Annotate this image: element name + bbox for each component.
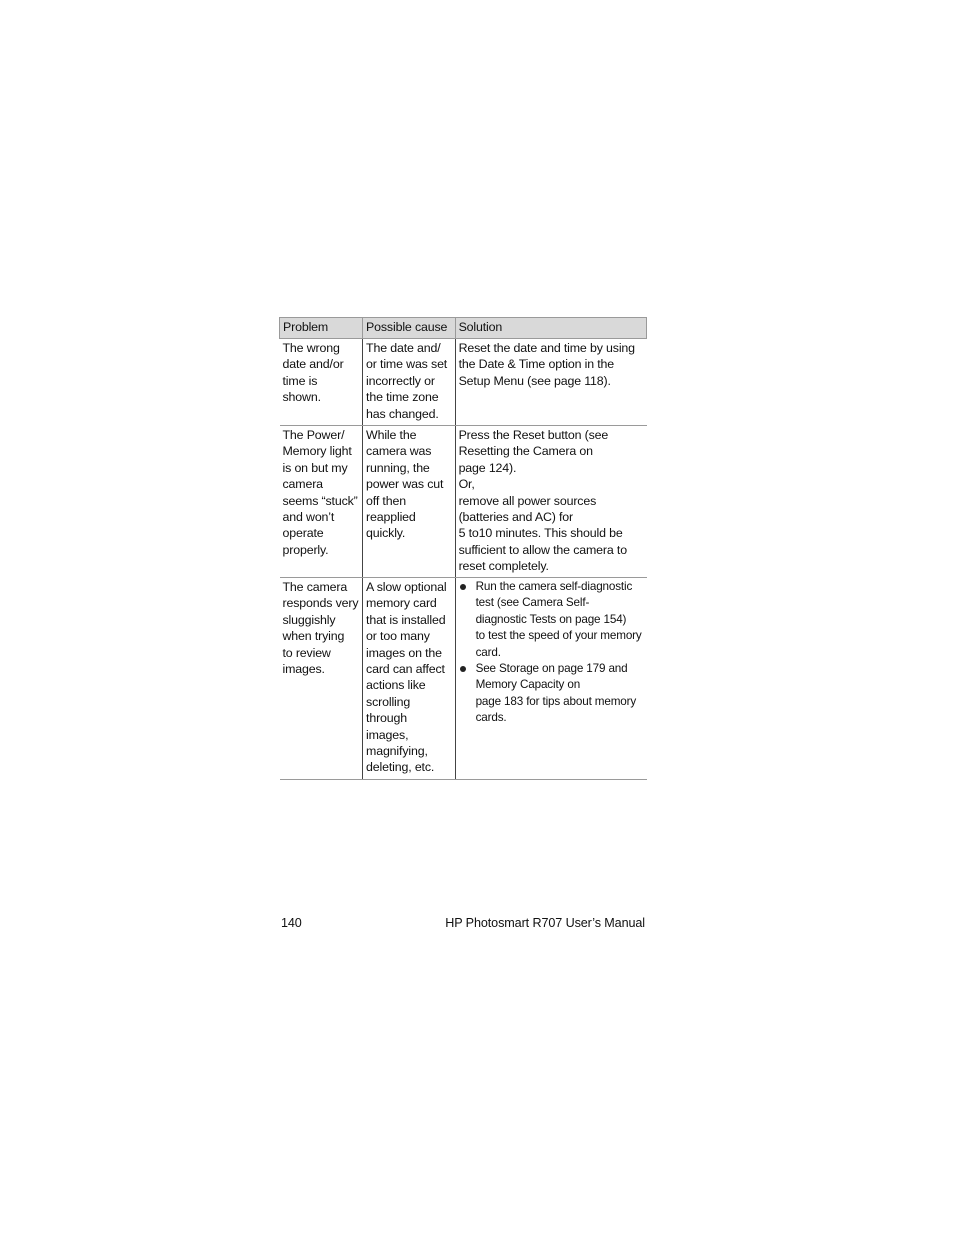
cross-reference: Setup Menu <box>458 373 524 388</box>
list-item: See Storage on page 179 and Memory Capacity on page 183 for tips about memory cards. <box>459 661 647 727</box>
solution-cell: Press the Reset button (see Resetting the Camera on page 124). Or, remove all power sources (batteries and AC) for 5 to10 minutes. This should be sufficient to allow the camera to reset completely. <box>455 426 646 578</box>
cross-reference: Resetting the Camera <box>458 444 577 459</box>
table-header-row <box>280 318 647 339</box>
header-solution: Solution <box>455 318 646 339</box>
cause-cell: While the camera was running, the power was cut off then reapplied quickly. <box>363 426 456 578</box>
bullet-dot-icon <box>460 666 466 672</box>
solution-bullet-list <box>459 579 647 727</box>
page-number: 140 <box>281 916 302 930</box>
cross-reference: Storage <box>499 662 539 676</box>
problem-cell: The Power/ Memory light is on but my camera seems “stuck” and won’t operate properly. <box>280 426 363 578</box>
cause-cell: The date and/ or time was set incorrectly or the time zone has changed. <box>363 339 456 426</box>
cross-reference: Memory Capacity <box>475 678 565 692</box>
header-problem: Problem <box>280 318 363 339</box>
cross-reference: Date & Time <box>478 357 546 372</box>
list-item: Run the camera self-diagnostic test (see Camera Self- diagnostic Tests on page 154) to test the speed of your memory card. <box>459 579 647 661</box>
problem-cell: The wrong date and/or time is shown. <box>280 339 363 426</box>
manual-title: HP Photosmart R707 User’s Manual <box>445 916 645 930</box>
table-row <box>280 578 647 780</box>
bullet-dot-icon <box>460 584 466 590</box>
problem-cell: The camera responds very sluggishly when trying to review images. <box>280 578 363 780</box>
cross-reference: Camera Self- <box>522 596 590 610</box>
table-row <box>280 339 647 426</box>
cause-cell: A slow optional memory card that is installed or too many images on the card can affect actions like scrolling through images, magnifying, deleting, etc. <box>363 578 456 780</box>
table-row <box>280 426 647 578</box>
troubleshooting-table <box>279 317 647 780</box>
solution-cell: Reset the date and time by using the Date & Time option in the Setup Menu (see page 118). <box>455 339 646 426</box>
cross-reference: diagnostic Tests <box>475 612 557 626</box>
solution-cell <box>455 578 646 780</box>
header-possible-cause: Possible cause <box>363 318 456 339</box>
